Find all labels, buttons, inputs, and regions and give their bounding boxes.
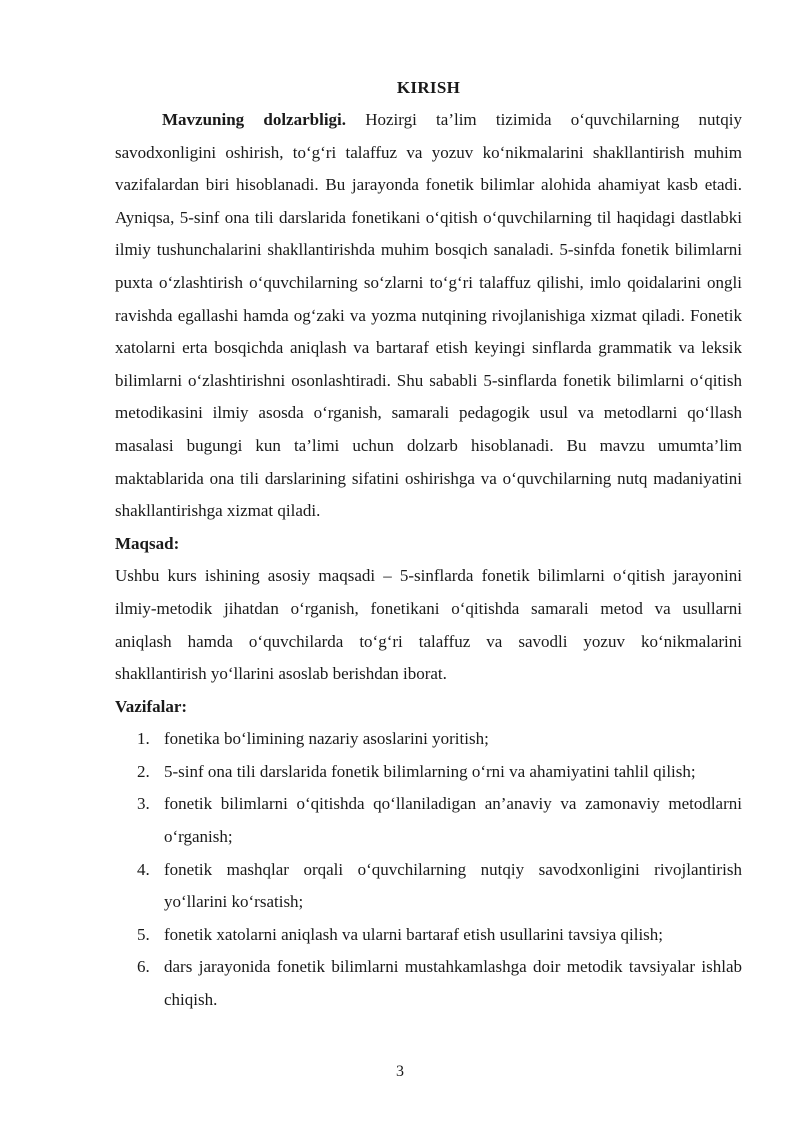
list-item-text: fonetika bo‘limining nazariy asoslarini yoritish; [164, 729, 489, 749]
list-item-text: fonetik xatolarni aniqlash va ularni bartaraf etish usullarini tavsiya qilish; [164, 924, 664, 944]
list-item [115, 788, 742, 853]
list-item-number: 2. [137, 761, 150, 781]
list-item-number: 5. [137, 924, 150, 944]
tasks-list [115, 723, 742, 1016]
page-number: 3 [396, 1063, 404, 1080]
document-page [115, 72, 742, 1017]
list-item-number: 3. [137, 794, 150, 814]
list-item-text: dars jarayonida fonetik bilimlarni mustahkamlashga doir metodik tavsiyalar ishlab chiqish. [164, 957, 742, 1010]
list-item [115, 723, 742, 756]
list-item [115, 919, 742, 952]
page-title: KIRISH [396, 78, 461, 97]
list-item-number: 6. [137, 957, 150, 977]
intro-lead: Mavzuning dolzarbligi. [162, 110, 347, 129]
list-item-number: 4. [137, 859, 150, 879]
list-item [115, 951, 742, 1016]
goal-paragraph: Ushbu kurs ishining asosiy maqsadi – 5-sinflarda fonetik bilimlarni o‘qitish jarayonini ilmiy-metodik jihatdan o‘rganish, fonetikani o‘qitishda samarali metod va usullarni aniqlash hamda o‘quvchilarda to‘g‘ri talaffuz va savodli yozuv ko‘nikmalarini shakllantirish yo‘llarini asoslab berishdan iborat. [115, 566, 742, 684]
list-item [115, 756, 742, 789]
intro-text: Hozirgi ta’lim tizimida o‘quvchilarning nutqiy savodxonligini oshirish, to‘g‘ri talaffuz va yozuv ko‘nikmalarini shakllantirish muhim vazifalardan biri hisoblanadi. Bu jarayonda fonetik bilimlar alohida ahamiyat kasb etadi. Ayniqsa, 5-sinf ona tili darslarida fonetikani o‘qitish o‘quvchilarning til haqidagi dastlabki ilmiy tushunchalarini shakllantirishda muhim bosqich sanaladi. 5-sinfda fonetik bilimlarni puxta o‘zlashtirish o‘quvchilarning so‘zlarni to‘g‘ri talaffuz qilishi, imlo qoidalarini ongli ravishda egallashi hamda og‘zaki va yozma nutqining rivojlanishiga xizmat qiladi. Fonetik xatolarni erta bosqichda aniqlash va bartaraf etish keyingi sinflarda grammatik va leksik bilimlarni o‘zlashtirishni osonlashtiradi. Shu sababli 5-sinflarda fonetik bilimlarni o‘qitish metodikasini ilmiy asosda o‘rganish, samarali pedagogik usul va metodlarni qo‘llash masalasi bugungi kun ta’limi uchun dolzarb hisoblanadi. Bu mavzu umumta’lim maktablarida ona tili darslarining sifatini oshirishga va o‘quvchilarning nutq madaniyatini shakllantirishga xizmat qiladi. [115, 110, 742, 521]
list-item-text: 5-sinf ona tili darslarida fonetik bilimlarning o‘rni va ahamiyatini tahlil qilish; [164, 761, 696, 781]
intro-paragraph [115, 104, 742, 528]
list-item-number: 1. [137, 729, 150, 749]
list-item-text: fonetik bilimlarni o‘qitishda qo‘llaniladigan an’anaviy va zamonaviy metodlarni o‘rganish; [164, 794, 742, 847]
list-item-text: fonetik mashqlar orqali o‘quvchilarning nutqiy savodxonligini rivojlantirish yo‘llarini ko‘rsatish; [164, 859, 742, 912]
tasks-heading: Vazifalar: [115, 696, 188, 716]
goal-heading: Maqsad: [115, 533, 180, 553]
list-item [115, 854, 742, 919]
